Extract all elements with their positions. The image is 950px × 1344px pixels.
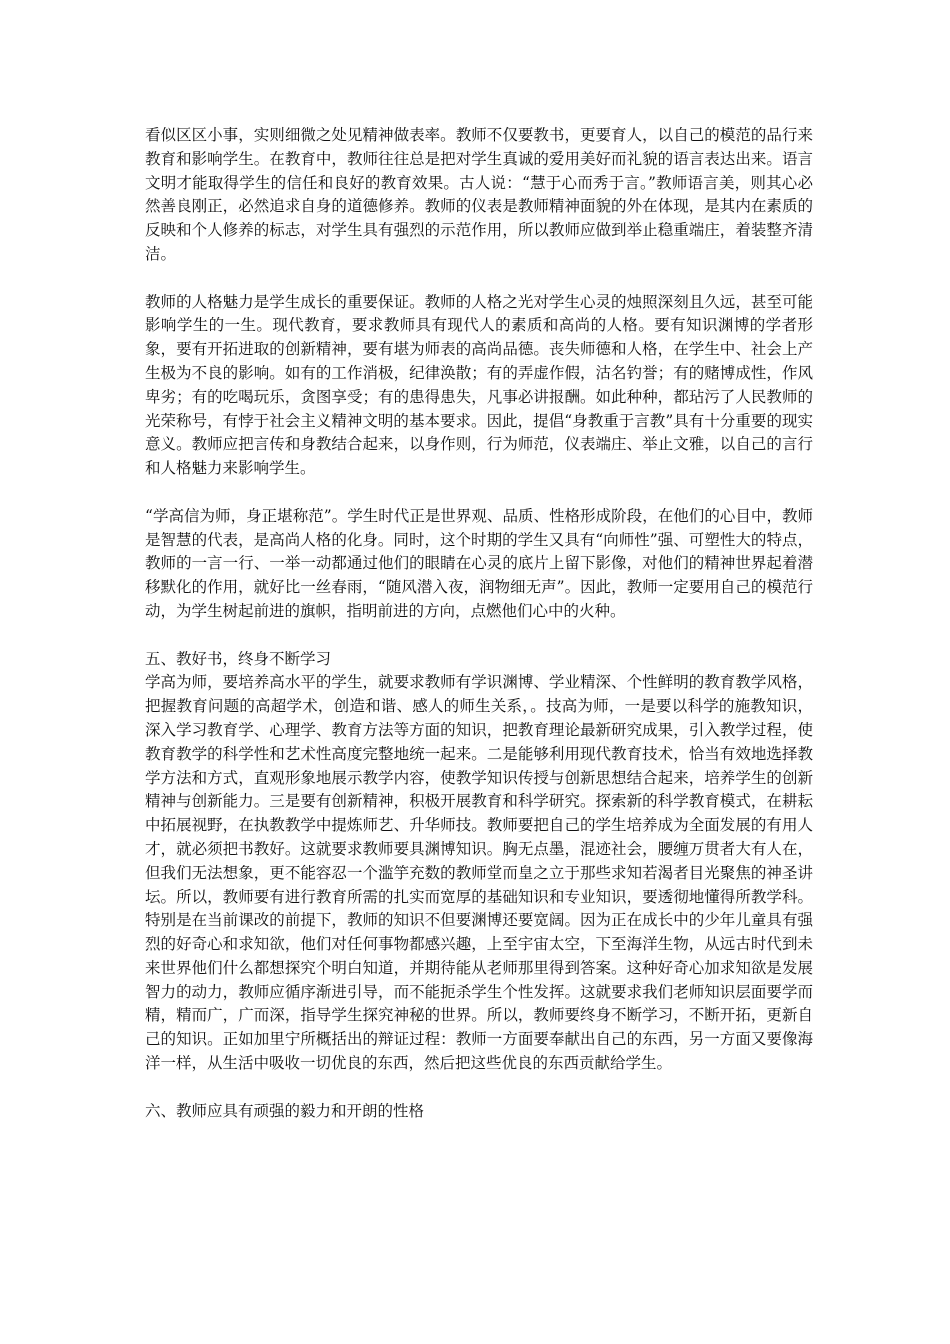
- section-heading-5: 五、教好书，终身不断学习: [145, 649, 332, 668]
- paragraph-role-model: “学高信为师，身正堪称范”。学生时代正是世界观、品质、性格形成阶段，在他们的心目中，教师是智慧的代表，是高尚人格的化身。同时，这个时期的学生又具有“向师性”强、可塑性大的特点，教师的一言一行、一举一动都通过他们的眼睛在心灵的底片上留下影像，对他们的精神世界起着潜移默化的作用，就好比一丝春雨，“随风潜入夜，润物细无声”。因此，教师一定要用自己的模范行动，为学生树起前进的旗帜，指明前进的方向，点燃他们心中的火种。: [145, 506, 813, 620]
- paragraph-personality-charm: 教师的人格魅力是学生成长的重要保证。教师的人格之光对学生心灵的烛照深刻且久远，甚至可能影响学生的一生。现代教育，要求教师具有现代人的素质和高尚的人格。要有知识渊博的学者形象，要有开拓进取的创新精神，要有堪为师表的高尚品德。丧失师德和人格，在学生中、社会上产生极为不良的影响。如有的工作消极，纪律涣散；有的弄虚作假，沽名钓誉；有的赌博成性，作风卑劣；有的吃喝玩乐，贪图享受；有的患得患失，凡事必讲报酬。如此种种，都玷污了人民教师的光荣称号，有悖于社会主义精神文明的基本要求。因此，提倡“身教重于言教”具有十分重要的现实意义。教师应把言传和身教结合起来，以身作则，行为师范，仪表端庄、举止文雅，以自己的言行和人格魅力来影响学生。: [145, 292, 813, 478]
- paragraph-etiquette: 看似区区小事，实则细微之处见精神做表率。教师不仅要教书，更要育人，以自己的模范的品行来教育和影响学生。在教育中，教师往往总是把对学生真诚的爱用美好而礼貌的语言表达出来。语言文明才能取得学生的信任和良好的教育效果。古人说：“慧于心而秀于言。”教师语言美，则其心必然善良刚正，必然追求自身的道德修养。教师的仪表是教师精神面貌的外在体现，是其内在素质的反映和个人修养的标志，对学生具有强烈的示范作用，所以教师应做到举止稳重端庄，着装整齐清洁。: [145, 126, 813, 263]
- section-heading-6: 六、教师应具有顽强的毅力和开朗的性格: [145, 1101, 425, 1120]
- document-body: [145, 124, 813, 1123]
- paragraph-lifelong-learning: 学高为师，要培养高水平的学生，就要求教师有学识渊博、学业精深、个性鲜明的教育教学风格，把握教育问题的高超学术，创造和谐、感人的师生关系，。技高为师，一是要以科学的施教知识，深入学习教育学、心理学、教育方法等方面的知识，把教育理论最新研究成果，引入教学过程，使教育教学的科学性和艺术性高度完整地统一起来。二是能够利用现代教育技术，恰当有效地选择教学方法和方式，直观形象地展示教学内容，使教学知识传授与创新思想结合起来，培养学生的创新精神与创新能力。三是要有创新精神，积极开展教育和科学研究。探索新的科学教育模式，在耕耘中拓展视野，在执教教学中提炼师艺、升华师技。教师要把自己的学生培养成为全面发展的有用人才，就必须把书教好。这就要求教师要具渊博知识。胸无点墨，混迹社会，腰缠万贯者大有人在，但我们无法想象，更不能容忍一个滥竽充数的教师堂而皇之立于那些求知若渴者目光聚焦的神圣讲坛。所以，教师要有进行教育所需的扎实而宽厚的基础知识和专业知识，要透彻地懂得所教学科。特别是在当前课改的前提下，教师的知识不但要渊博还要宽阔。因为正在成长中的少年儿童具有强烈的好奇心和求知欲，他们对任何事物都感兴趣，上至宇宙太空，下至海洋生物，从远古时代到未来世界他们什么都想探究个明白知道，并期待能从老师那里得到答案。这种好奇心加求知欲是发展智力的动力，教师应循序渐进引导，而不能扼杀学生个性发挥。这就要求我们老师知识层面要学而精，精而广，广而深，指导学生探究神秘的世界。所以，教师要终身不断学习，不断开拓，更新自己的知识。正如加里宁所概括出的辩证过程：教师一方面要奉献出自己的东西，另一方面又要像海洋一样，从生活中吸收一切优良的东西，然后把这些优良的东西贡献给学生。: [145, 673, 813, 1073]
